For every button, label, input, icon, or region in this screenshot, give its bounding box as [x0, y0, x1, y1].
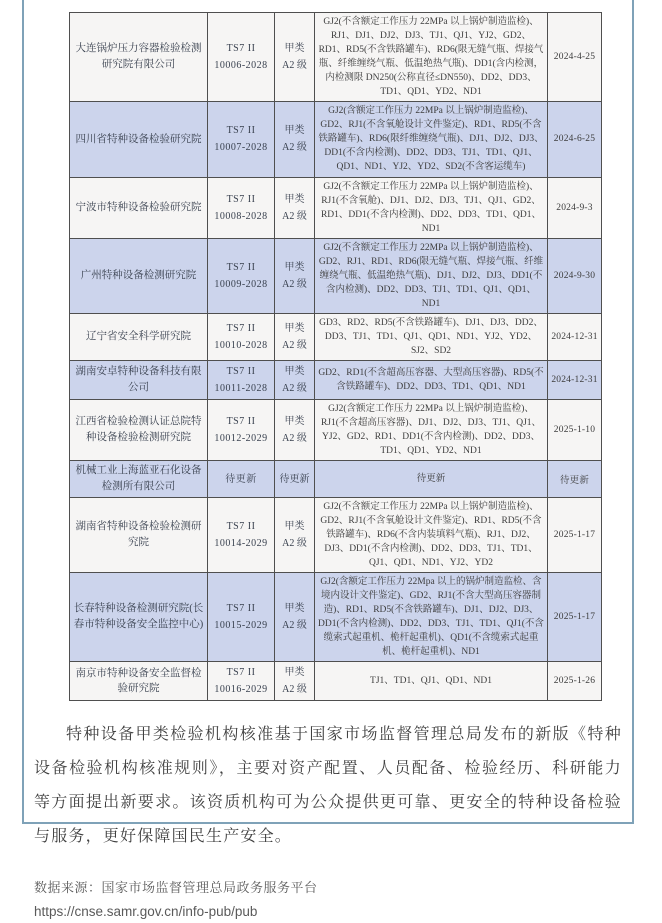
cert-line: 待更新: [225, 473, 257, 485]
table-row: [70, 573, 602, 662]
class-cell: [275, 400, 315, 461]
inspection-institution-table: [69, 12, 602, 701]
cert-line: 10007-2028: [214, 142, 268, 154]
class-line: A2 级: [282, 142, 307, 154]
class-line: A2 级: [282, 278, 307, 290]
class-cell: [275, 102, 315, 177]
cert-line: TS7 II: [226, 323, 256, 334]
class-line: A2 级: [282, 684, 307, 696]
cert-line: TS7 II: [226, 43, 256, 55]
institution-cell: 机械工业上海蓝亚石化设备检测所有限公司: [70, 461, 208, 498]
date-cell: 2024-12-31: [548, 313, 602, 360]
cert-line: TS7 II: [226, 416, 256, 428]
cert-line: TS7 II: [226, 125, 256, 137]
cert-line: TS7 II: [226, 261, 256, 273]
date-cell: 2025-1-10: [548, 400, 602, 461]
table-row: [70, 400, 602, 461]
date-cell: 2025-1-17: [548, 497, 602, 572]
date-cell: 2024-12-31: [548, 361, 602, 400]
cert-line: 10009-2028: [214, 278, 268, 290]
cert-number-cell: [208, 497, 275, 572]
class-cell: [275, 238, 315, 313]
date-cell: 2025-1-26: [548, 662, 602, 701]
scope-cell: GJ2(含额定工作压力 22Mpa 以上的锅炉制造监检、含境内设计文件鉴定)、GD2、RJ1(不含大型高压容器制造)、RD1、RD5(不含铁路罐车)、DJ1、DJ2、DJ3、DD1(不含内检测)、DD2、DD3、TJ1、TD1、QJ1(不含缆索式起重机、桅杆起重机)、QD1(不含缆索式起重机、桅杆起重机)、ND1: [315, 573, 548, 662]
cert-number-cell: [208, 400, 275, 461]
institution-cell: 湖南安卓特种设备科技有限公司: [70, 361, 208, 400]
scope-cell: GJ2(不含额定工作压力 22MPa 以上锅炉制造监检)、GD2、RJ1、RD1、RD6(限无缝气瓶、焊接气瓶、纤维缠绕气瓶、低温绝热气瓶)、DJ1、DJ2、DJ3、DD1(不含内检测)、DD2、DD3、TJ1、TD1、QJ1、QD1、ND1: [315, 238, 548, 313]
class-cell: [275, 313, 315, 360]
class-line: A2 级: [282, 537, 307, 549]
cert-number-cell: [208, 13, 275, 102]
class-line: 待更新: [279, 473, 310, 485]
class-cell: [275, 662, 315, 701]
cert-line: TS7 II: [226, 667, 256, 679]
table-row: [70, 313, 602, 360]
class-line: 甲类: [284, 125, 305, 137]
class-cell: [275, 497, 315, 572]
cert-line: TS7 II: [226, 520, 256, 532]
institution-cell: 宁波市特种设备检验研究院: [70, 177, 208, 238]
scope-cell: GJ2(含额定工作压力 22MPa 以上锅炉制造监检)、GD2、RJ1(不含氧舱设计文件鉴定)、RD1、RD5(不含铁路罐车)、RD6(限纤维缠绕气瓶)、DJ1、DJ2、DJ3、DD1(不含内检测)、DD2、DD3、TJ1、TD1、QJ1、QD1、ND1、YJ2、YD2、SD2(不含客运缆车): [315, 102, 548, 177]
data-source-url: https://cnse.samr.gov.cn/info-pub/pub: [34, 904, 258, 920]
scope-cell: GD3、RD2、RD5(不含铁路罐车)、DJ1、DJ3、DD2、DD3、TJ1、TD1、QJ1、QD1、ND1、YJ2、YD2、SJ2、SD2: [315, 313, 548, 360]
class-line: 甲类: [284, 416, 305, 428]
table-row: [70, 238, 602, 313]
cert-line: TS7 II: [226, 193, 256, 205]
cert-line: 10010-2028: [214, 340, 268, 351]
class-line: 甲类: [284, 193, 305, 205]
class-line: 甲类: [284, 667, 305, 679]
class-line: 甲类: [284, 261, 305, 273]
date-cell: 2024-4-25: [548, 13, 602, 102]
class-cell: [275, 573, 315, 662]
table-row: [70, 461, 602, 498]
scope-cell: GJ2(不含额定工作压力 22MPa 以上锅炉制造监检)、RJ1(不含氧舱)、DJ1、DJ2、DJ3、TJ1、QJ1、GD2、RD1、DD1(不含内检测)、DD2、DD3、TD1、QD1、ND1: [315, 177, 548, 238]
scope-cell: TJ1、TD1、QJ1、QD1、ND1: [315, 662, 548, 701]
class-line: 甲类: [284, 603, 305, 615]
class-cell: [275, 13, 315, 102]
institution-cell: 大连锅炉压力容器检验检测研究院有限公司: [70, 13, 208, 102]
scope-cell: GJ2(不含额定工作压力 22MPa 以上锅炉制造监检)、RJ1、DJ1、DJ2、DJ3、TJ1、QJ1、YJ2、GD2、RD1、RD5(不含铁路罐车)、RD6(限无缝气瓶、焊接气瓶、纤维缠绕气瓶、低温绝热气瓶)、DD1(含内检测，内检测限 DN250(公称直径≤DN550)、DD2、DD3、TD1、QD1、YD2、ND1: [315, 13, 548, 102]
table-row: [70, 102, 602, 177]
class-line: 甲类: [284, 323, 305, 334]
date-cell: 2025-1-17: [548, 573, 602, 662]
cert-line: 10016-2029: [214, 684, 268, 696]
cert-number-cell: [208, 177, 275, 238]
scope-cell: GD2、RD1(不含超高压容器、大型高压容器)、RD5(不含铁路罐车)、DD2、DD3、TD1、QD1、ND1: [315, 361, 548, 400]
cert-line: TS7 II: [226, 603, 256, 615]
scope-cell: GJ2(含额定工作压力 22MPa 以上锅炉制造监检)、RJ1(不含超高压容器)、DJ1、DJ2、DJ3、TJ1、QJ1、YJ2、GD2、RD1、DD1(不含内检测)、DD2、DD3、TD1、QD1、YD2、ND1: [315, 400, 548, 461]
cert-line: 10008-2028: [214, 210, 268, 222]
date-cell: 待更新: [548, 461, 602, 498]
content-frame: [22, 0, 634, 920]
class-cell: [275, 361, 315, 400]
table-row: [70, 177, 602, 238]
table-row: [70, 497, 602, 572]
class-line: A2 级: [282, 620, 307, 632]
cert-number-cell: [208, 313, 275, 360]
cert-number-cell: [208, 573, 275, 662]
date-cell: 2024-9-3: [548, 177, 602, 238]
cert-number-cell: [208, 102, 275, 177]
cert-line: 10011-2028: [214, 383, 268, 395]
article-paragraph: 特种设备甲类检验机构核准基于国家市场监督管理总局发布的新版《特种设备检验机构核准规则》，主要对资产配置、人员配备、检验经历、科研能力等方面提出新要求。该资质机构可为公众提供更可靠、更安全的特种设备检验与服务，更好保障国民生产安全。: [34, 726, 622, 846]
class-line: 甲类: [284, 366, 305, 378]
cert-number-cell: [208, 238, 275, 313]
table-row: [70, 662, 602, 701]
class-line: A2 级: [282, 60, 307, 72]
class-cell: [275, 461, 315, 498]
class-line: 甲类: [284, 43, 305, 55]
table-row: [70, 361, 602, 400]
institution-cell: 长春特种设备检测研究院(长春市特种设备安全监控中心): [70, 573, 208, 662]
cert-line: 10012-2029: [214, 433, 268, 445]
class-line: A2 级: [282, 433, 307, 445]
date-cell: 2024-9-30: [548, 238, 602, 313]
cert-line: TS7 II: [226, 366, 256, 378]
class-line: A2 级: [282, 340, 307, 351]
class-line: 甲类: [284, 520, 305, 532]
cert-number-cell: [208, 662, 275, 701]
institution-cell: 辽宁省安全科学研究院: [70, 313, 208, 360]
class-line: A2 级: [282, 210, 307, 222]
scope-cell: GJ2(不含额定工作压力 22MPa 以上锅炉制造监检)、GD2、RJ1(不含氧舱设计文件鉴定)、RD1、RD5(不含铁路罐车)、RD6(不含内装填料气瓶)、RJ1、DJ2、DJ3、DD1(不含内检测)、DD2、DD3、TJ1、TD1、QJ1、QD1、ND1、YJ2、YD2: [315, 497, 548, 572]
institution-cell: 江西省检验检测认证总院特种设备检验检测研究院: [70, 400, 208, 461]
institution-cell: 广州特种设备检测研究院: [70, 238, 208, 313]
table-row: [70, 13, 602, 102]
institution-cell: 湖南省特种设备检验检测研究院: [70, 497, 208, 572]
cert-line: 10014-2029: [214, 537, 268, 549]
institution-cell: 南京市特种设备安全监督检验研究院: [70, 662, 208, 701]
cert-number-cell: [208, 361, 275, 400]
scope-cell: 待更新: [315, 461, 548, 498]
date-cell: 2024-6-25: [548, 102, 602, 177]
class-cell: [275, 177, 315, 238]
class-line: A2 级: [282, 383, 307, 395]
data-source-line: 数据来源：国家市场监督管理总局政务服务平台: [34, 880, 318, 896]
cert-line: 10006-2028: [214, 60, 268, 72]
cert-number-cell: [208, 461, 275, 498]
institution-cell: 四川省特种设备检验研究院: [70, 102, 208, 177]
cert-line: 10015-2029: [214, 620, 268, 632]
